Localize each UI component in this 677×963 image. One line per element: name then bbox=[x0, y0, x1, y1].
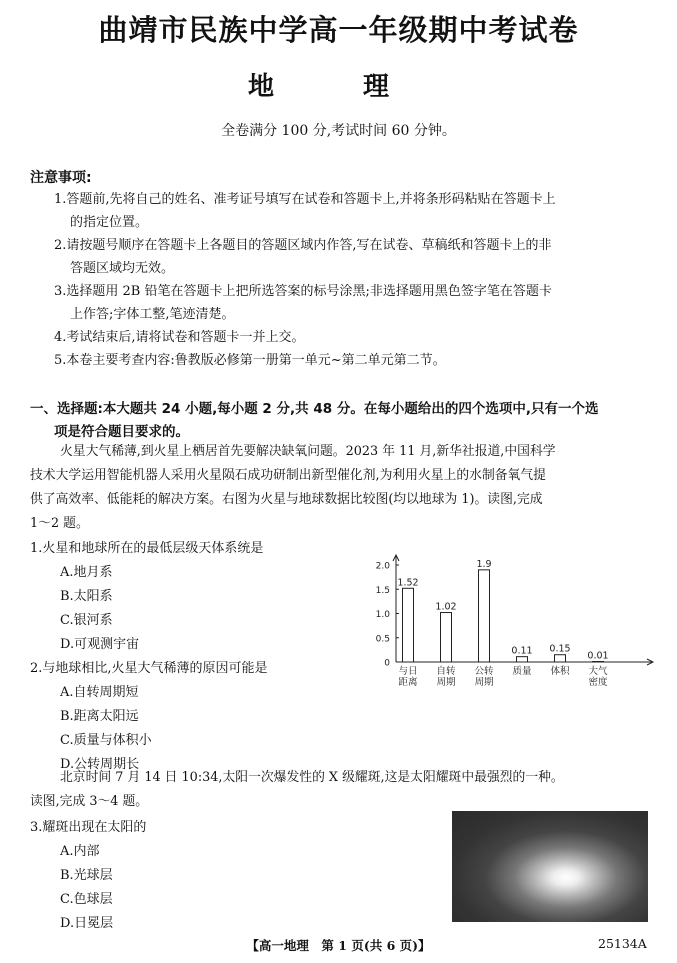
note-line: 3.选择题用 2B 铅笔在答题卡上把所选答案的标号涂黑;非选择题用黑色签字笔在答题卡 bbox=[54, 284, 552, 299]
bar-value-label: 0.11 bbox=[511, 645, 533, 657]
question-2-stem: 2.与地球相比,火星大气稀薄的原因可能是 bbox=[30, 661, 268, 676]
option-b: B.距离太阳远 bbox=[60, 709, 139, 724]
x-category-label: 与日 bbox=[398, 666, 418, 677]
note-line: 上作答;字体工整,笔迹清楚。 bbox=[70, 307, 235, 322]
score-line: 全卷满分 100 分,考试时间 60 分钟。 bbox=[221, 123, 456, 139]
option-c: C.色球层 bbox=[60, 892, 113, 907]
option-b: B.光球层 bbox=[60, 868, 113, 883]
bar bbox=[479, 570, 490, 662]
bar-value-label: 0.01 bbox=[587, 650, 609, 662]
mars-earth-comparison-chart bbox=[360, 552, 660, 697]
bar bbox=[555, 655, 566, 662]
option-d: D.可观测宇宙 bbox=[60, 637, 140, 652]
option-a: A.内部 bbox=[60, 844, 100, 859]
option-d: D.日冕层 bbox=[60, 916, 114, 931]
x-category-label: 周期 bbox=[436, 677, 456, 688]
bar bbox=[403, 588, 414, 662]
bar-value-label: 1.02 bbox=[435, 601, 457, 613]
note-line: 5.本卷主要考查内容:鲁教版必修第一册第一单元~第二单元第二节。 bbox=[54, 353, 446, 368]
note-line: 的指定位置。 bbox=[70, 215, 149, 230]
y-tick-label: 2.0 bbox=[375, 561, 390, 572]
x-category-label: 自转 bbox=[436, 666, 456, 677]
y-tick-label: 0 bbox=[384, 658, 390, 669]
y-tick-label: 0.5 bbox=[375, 634, 390, 645]
bar-value-label: 1.52 bbox=[397, 577, 419, 589]
option-a: A.自转周期短 bbox=[60, 685, 139, 700]
x-category-label: 公转 bbox=[474, 666, 494, 677]
footer-code: 25134A bbox=[598, 936, 647, 951]
solar-flare-image bbox=[452, 811, 648, 922]
intro-line: 火星大气稀薄,到火星上栖居首先要解决缺氧问题。2023 年 11 月,新华社报道,中国科学 bbox=[60, 444, 556, 459]
subject-title: 地 理 bbox=[247, 72, 430, 102]
option-d: D.公转周期长 bbox=[60, 757, 140, 772]
x-category-label: 大气 bbox=[588, 666, 608, 677]
exam-title: 曲靖市民族中学高一年级期中考试卷 bbox=[98, 13, 579, 47]
note-line: 答题区域均无效。 bbox=[70, 261, 175, 276]
notes-heading: 注意事项: bbox=[30, 170, 92, 186]
intro2-line: 读图,完成 3～4 题。 bbox=[30, 794, 149, 809]
question-3-stem: 3.耀斑出现在太阳的 bbox=[30, 820, 147, 835]
intro-line: 1～2 题。 bbox=[30, 516, 89, 531]
option-a: A.地月系 bbox=[60, 565, 113, 580]
note-line: 1.答题前,先将自己的姓名、准考证号填写在试卷和答题卡上,并将条形码粘贴在答题卡上 bbox=[54, 192, 556, 207]
section-heading-line: 一、选择题:本大题共 24 小题,每小题 2 分,共 48 分。在每小题给出的四个选项中,只有一个选 bbox=[30, 401, 599, 417]
section-heading-line: 项是符合题目要求的。 bbox=[54, 424, 189, 440]
bar-value-label: 1.9 bbox=[476, 558, 492, 570]
y-tick-label: 1.0 bbox=[375, 610, 390, 620]
x-category-label: 距离 bbox=[398, 677, 418, 688]
intro-line: 供了高效率、低能耗的解决方案。右图为火星与地球数据比较图(均以地球为 1)。读图,完成 bbox=[30, 492, 543, 507]
x-category-label: 密度 bbox=[588, 677, 608, 688]
x-category-label: 周期 bbox=[474, 677, 494, 688]
intro2-line: 北京时间 7 月 14 日 10:34,太阳一次爆发性的 X 级耀斑,这是太阳耀斑中最强烈的一种。 bbox=[60, 770, 564, 785]
question-1-stem: 1.火星和地球所在的最低层级天体系统是 bbox=[30, 541, 264, 556]
option-c: C.质量与体积小 bbox=[60, 733, 152, 748]
option-b: B.太阳系 bbox=[60, 589, 113, 604]
note-line: 4.考试结束后,请将试卷和答题卡一并上交。 bbox=[54, 330, 305, 345]
y-tick-label: 1.5 bbox=[375, 585, 390, 596]
intro-line: 技术大学运用智能机器人采用火星陨石成功研制出新型催化剂,为利用火星上的水制备氧气提 bbox=[30, 468, 546, 483]
footer-page: 【高一地理 第 1 页(共 6 页)】 bbox=[246, 938, 431, 953]
bar bbox=[441, 613, 452, 662]
bar bbox=[517, 657, 528, 662]
option-c: C.银河系 bbox=[60, 613, 113, 628]
x-category-label: 体积 bbox=[550, 666, 570, 677]
x-category-label: 质量 bbox=[512, 666, 532, 677]
section-heading bbox=[30, 398, 652, 444]
note-line: 2.请按题号顺序在答题卡上各题目的答题区域内作答,写在试卷、草稿纸和答题卡上的非 bbox=[54, 238, 552, 253]
bar-value-label: 0.15 bbox=[549, 643, 571, 655]
